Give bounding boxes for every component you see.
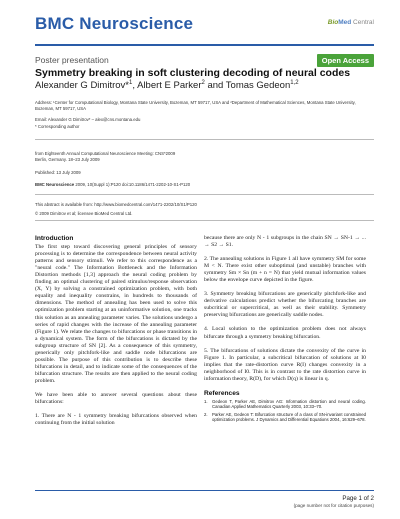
divider xyxy=(35,194,374,195)
divider xyxy=(35,220,374,221)
biomed-central-logo xyxy=(328,19,374,26)
reference-item xyxy=(204,399,366,410)
paragraph: 4. Local solution to the optimization problem does not always bifurcate through a symmetry breaking bifurcation. xyxy=(204,326,366,340)
logo-central: Central xyxy=(351,19,374,26)
reference-list xyxy=(204,399,366,423)
conference-info xyxy=(35,151,365,163)
affiliation-address: Address: ¹Center for Computational Biology, Montana State University, Bozeman, MT 59717, USA and ²Department of Mathematical Sciences, Montana State University, Bozeman, MT 59717, USA xyxy=(35,100,356,112)
conference-line-1: from Eighteenth Annual Computational Neuroscience Meeting: CNS*2009 xyxy=(35,151,176,156)
email-line: Email: Alexander G Dimitrov* – alex@cns.montana.edu xyxy=(35,117,141,122)
journal-header xyxy=(0,0,400,46)
introduction-heading: Introduction xyxy=(35,235,74,242)
paragraph: because there are only N - 1 subgroups in the chain SN → SN-1 → ... → S2 → S1. xyxy=(204,235,366,249)
references-heading: References xyxy=(204,389,240,397)
logo-med: Med xyxy=(338,19,352,26)
paragraph: We have been able to answer several questions about these bifurcations: xyxy=(35,391,197,406)
copyright-notice: © 2009 Dimitrov et al; licensee BioMed Central Ltd. xyxy=(35,211,133,216)
footer-divider xyxy=(35,490,374,491)
reference-text: Parker AE, Gedeon T: Bifurcation structure of a class of SN-invariant constrained optimization problems. J Dynamics and Differential Equations 2004, 16:629–678. xyxy=(212,411,366,423)
reference-item xyxy=(204,412,366,423)
presentation-type: Poster presentation xyxy=(35,55,109,65)
paragraph: 1. There are N - 1 symmetry breaking bifurcations observed when continuing from the initial solution xyxy=(35,413,197,427)
author-3-affil: 1,2 xyxy=(290,80,299,86)
author-2: , Albert E Parker xyxy=(132,80,202,92)
journal-title: BMC Neuroscience xyxy=(35,14,194,33)
logo-bio: Bio xyxy=(327,19,339,26)
paragraph: 2. The annealing solutions in Figure 1 all have symmetry SM for some M < N. There exist other suboptimal (and unstable) branches with symmetry Sm × Sn (m + n = N) that yield mutual information values below the envelope curve depicted in the figure. xyxy=(204,256,366,284)
open-access-badge: Open Access xyxy=(317,54,374,67)
paragraph: 5. The bifurcations of solutions dictate the convexity of the curve in Figure 1. In particular, a subcritical bifurcation of solutions at I0 implies that the rate-distortion curve R(I) changes convexity in a neighborhood of I0. This is in contrast to the rate distortion curve in information theory, R(D), for which D(q) is linear in q. xyxy=(204,347,366,382)
corresponding-author-note: * Corresponding author xyxy=(35,124,80,129)
availability-link[interactable]: This abstract is available from: http://www.biomedcentral.com/1471-2202/10/S1/P120 xyxy=(35,202,197,207)
left-column xyxy=(35,235,197,434)
published-date: Published: 13 July 2009 xyxy=(35,170,81,175)
page-number: Page 1 of 2 xyxy=(342,495,374,502)
author-1-affil: 1 xyxy=(128,80,133,86)
author-3: and Tomas Gedeon xyxy=(204,80,291,92)
citation-journal: BMC Neuroscience xyxy=(35,182,75,187)
divider xyxy=(35,139,374,140)
paragraph: The first step toward discovering general principles of sensory processing is to determine the correspondence between neural activity patterns and sensory stimuli. We refer to this correspondence as a "neural code." The Information Bottleneck and the Information Distortion methods [1,3] approach the neural coding problem by finding an optimal clustering of paired stimulus/response observation (X, Y) by solving a constrained optimization problem, with both equality and inequality constrains, in hundreds to thousands of dimensions. The method of annealing has been used to solve this optimization problem starting at an uninformative solution, one tracks this solution as an annealing parameter varies. The solutions undergo a series of rapid changes with the increase of the annealing parameter (Figure 1). We relate the changes to bifurcations or phase transitions in a dynamical system. The form of the bifurcations is dictated by the subgroup structure of SN [2]. As a consequence of this symmetry, generically only pitchfork-like and saddle node bifurcations are possible. The purpose of this contribution is to describe these bifurcations in detail, and to indicate some of the consequences of the bifurcation structure. The results are then applied to the neural coding problem. xyxy=(35,244,197,384)
reference-text: Gedeon T, Parker AE, Dimitrov AG: Information distortion and neural coding. Canadian Applied Mathematics Quarterly 2003, 10:33–70. xyxy=(212,398,366,410)
article-title: Symmetry breaking in soft clustering decoding of neural codes xyxy=(35,67,351,79)
author-list xyxy=(35,80,299,91)
citation-line xyxy=(35,182,365,188)
author-2-affil: 2 xyxy=(201,80,205,86)
author-1: Alexander G Dimitrov* xyxy=(35,80,129,92)
conference-line-2: Berlin, Germany. 18–23 July 2009 xyxy=(35,157,100,163)
citation-details: 2009, 10(Suppl 1):P120 doi:10.1186/1471-2202-10-S1-P120 xyxy=(74,182,191,187)
paragraph: 3. Symmetry breaking bifurcations are generically pitchfork-like and derivative calculations predict whether the bifurcating branches are subcritical or supercritical, as well as their stability. Symmetry preserving bifurcations are generically saddle nodes. xyxy=(204,291,366,319)
header-divider xyxy=(35,44,374,46)
right-column xyxy=(204,235,366,424)
reference-number: 2. xyxy=(204,411,208,417)
page-note: (page number not for citation purposes) xyxy=(293,503,374,508)
reference-number: 1. xyxy=(204,398,208,404)
